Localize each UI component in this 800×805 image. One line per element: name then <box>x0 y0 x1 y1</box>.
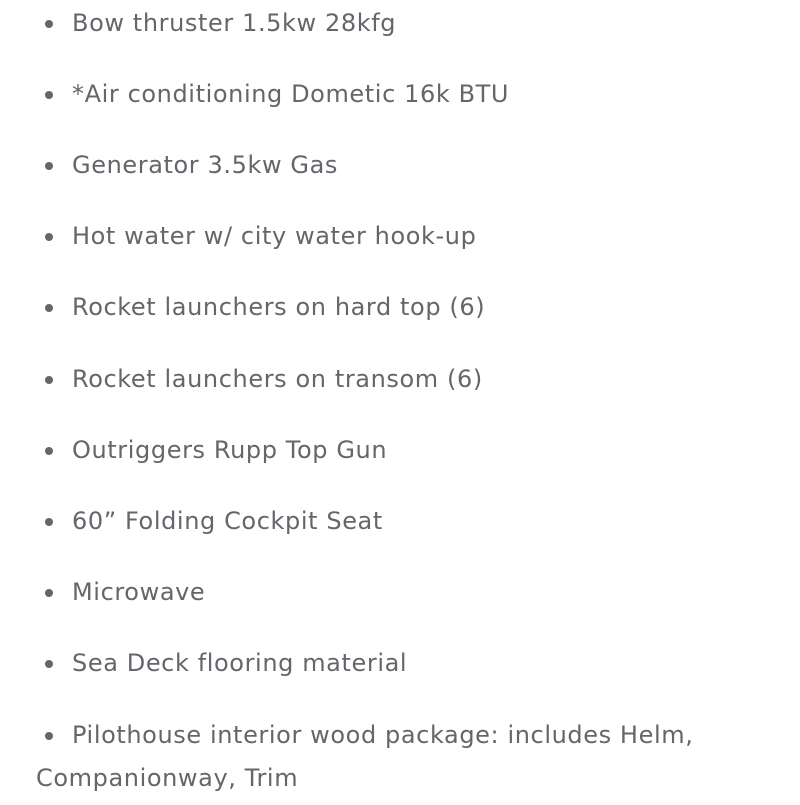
list-item-label: *Air conditioning Dometic 16k BTU <box>72 80 510 108</box>
bullet-icon <box>45 233 53 241</box>
bullet-icon <box>45 20 53 28</box>
list-item-label: Hot water w/ city water hook-up <box>72 222 477 250</box>
list-item-continuation: Companionway, Trim <box>36 764 299 792</box>
list-item-label: Rocket launchers on transom (6) <box>72 365 483 393</box>
list-item-label: Generator 3.5kw Gas <box>72 151 339 179</box>
list-item-label: Outriggers Rupp Top Gun <box>72 436 388 464</box>
bullet-icon <box>45 304 53 312</box>
bullet-icon <box>45 376 53 384</box>
list-item-label: Rocket launchers on hard top (6) <box>72 293 486 321</box>
bullet-icon <box>45 518 53 526</box>
bullet-icon <box>45 660 53 668</box>
bullet-icon <box>45 91 53 99</box>
list-item-label: Sea Deck flooring material <box>72 649 408 677</box>
bullet-icon <box>45 732 53 740</box>
bullet-icon <box>45 589 53 597</box>
list-item-label: Microwave <box>72 578 206 606</box>
list-item-label: 60” Folding Cockpit Seat <box>72 507 383 535</box>
list-item-label: Pilothouse interior wood package: includes Helm, <box>72 721 694 749</box>
bullet-icon <box>45 447 53 455</box>
list-item-label: Bow thruster 1.5kw 28kfg <box>72 9 397 37</box>
bullet-icon <box>45 162 53 170</box>
